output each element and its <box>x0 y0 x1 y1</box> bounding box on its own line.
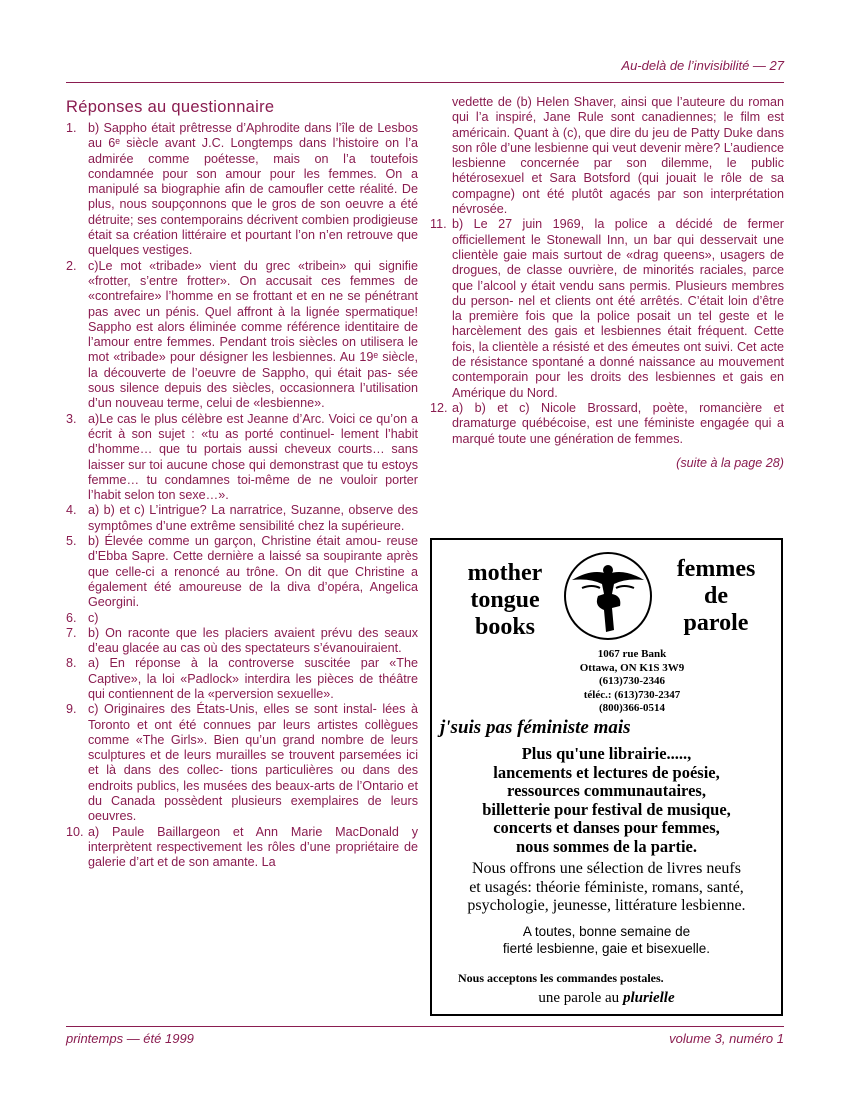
answer-item <box>66 121 418 259</box>
answer-text: a) b) et c) Nicole Brossard, poète, romancière et dramaturge québécoise, est une féministe engagée qui a marqué toute une génération de femmes. <box>452 400 784 446</box>
answer-number: 9. <box>66 702 77 717</box>
answer-number: 7. <box>66 625 77 640</box>
answer-item <box>66 412 418 504</box>
ad-plus-line: Plus qu'une librairie....., <box>521 744 692 763</box>
ad-offer <box>432 860 781 916</box>
ad-mail-orders: Nous acceptons les commandes postales. <box>458 971 664 985</box>
answer-number: 2. <box>66 258 77 273</box>
store-name-mother-tongue-books <box>446 560 564 641</box>
answer-number: 3. <box>66 411 77 426</box>
ad-right-line: femmes <box>676 556 756 582</box>
answer-text: b) Le 27 juin 1969, la police a décidé de fermer officiellement le Stonewall Inn, un bar qui desservait une clientèle gaie mais surtout de «drag queens», usagers de drogues, de classe ouvrière, de minorités raciales, parce que l’alcool y était vendu sans permis. Plusieurs membres du person- nel et clients ont été arrêtés. C’était loin d’être la première fois que la police posait un tel geste et le harcèlement des gais et lesbiennes était fréquent. Cette fois, la clientèle a résisté et des émeutes ont suivi. Cet acte de résistance spontané a donné naissance au mouvement contemporain pour les droits des lesbiennes et gais en Amérique du Nord. <box>452 217 784 400</box>
answer-text: b) Sappho était prêtresse d’Aphrodite dans l’île de Lesbos au 6ᵉ siècle avant J.C. Longtemps dans l’histoire on l’a admirée comme poétesse, mais on l’a toutefois condamnée pour son amour pour les femmes. On a manipulé sa biographie afin de camoufler cette réalité. De plus, nous soupçonnons que le gros de son oeuvre a été détruite; ses contemporains décrivent combien prodigieuse était sa création littéraire et pourtant l’on n’en retrouve que quelques vestiges. <box>88 121 418 258</box>
answers-list-right <box>430 217 784 446</box>
answer-item <box>66 626 418 657</box>
footer-issue: volume 3, numéro 1 <box>669 1031 784 1046</box>
answer-number: 11. <box>430 217 447 232</box>
answer-item <box>66 702 418 824</box>
answer-number: 5. <box>66 534 77 549</box>
ad-addr-line: Ottawa, ON K1S 3W9 <box>579 661 685 674</box>
ad-atoutes-line: fierté lesbienne, gaie et bisexuelle. <box>502 941 711 956</box>
ad-offer-line: psychologie, jeunesse, littérature lesbienne. <box>467 897 746 914</box>
answer-text: b) Élevée comme un garçon, Christine était amou- reuse d’Ebba Sapre. Cette dernière a laissé sa soupirante après que celle-ci a renoncé au trône. On dit que Christine a également été amoureuse de la diva d’opéra, Angelica Georgini. <box>88 534 418 610</box>
ad-left-line: books <box>474 614 536 640</box>
ad-offer-line: et usagés: théorie féministe, romans, santé, <box>469 878 744 896</box>
ad-right-line: parole <box>683 610 749 636</box>
answer-item <box>66 534 418 610</box>
ad-offer-line: Nous offrons une sélection de livres neufs <box>472 860 741 877</box>
tagline-italic: plurielle <box>622 990 675 1006</box>
ad-addr-line: 1067 rue Bank <box>597 648 667 660</box>
ad-plus-line: nous sommes de la partie. <box>515 836 698 856</box>
answer-number: 12. <box>430 400 448 415</box>
answer-text: a) En réponse à la controverse suscitée par «The Captive», la loi «Padlock» interdira les pièces de théâtre qui contiennent de la «perversion sexuelle». <box>88 656 418 701</box>
ad-services <box>432 745 781 856</box>
answer-item <box>430 217 784 401</box>
answer-text: a)Le cas le plus célèbre est Jeanne d’Arc. Voici ce qu’on a écrit à son sujet : «tu as porté continuel- lement l’habit d’homme… que tu portais aussi cheveux courts… sans laisser sur toi aucune chose qui demonstrast que tu estoys femme… tu condamnes toi-même de ne vouloir porter l’habit selon ton sexe…». <box>88 411 418 503</box>
answer-item <box>66 825 418 871</box>
answer-item <box>430 401 784 447</box>
store-name-femmes-de-parole <box>661 556 771 637</box>
answer-number: 8. <box>66 656 77 671</box>
tagline-prefix: une parole au <box>538 990 623 1006</box>
answer-item <box>66 503 418 534</box>
continued-note: (suite à la page 28) <box>676 455 784 470</box>
ad-plus-line: billetterie pour festival de musique, <box>482 799 731 819</box>
answer-text: b) On raconte que les placiers avaient prévu des seaux d’eau glacée au cas où des spectateurs s’évanouiraient. <box>88 625 418 656</box>
ad-slogan: j'suis pas féministe mais <box>440 717 631 738</box>
ad-plus-line: concerts et danses pour femmes, <box>493 818 720 837</box>
answer-text: c) Originaires des États-Unis, elles se sont instal- lées à Toronto et ont été connues par leurs artistes collègues comme «The Girls». Bien qu’un grand nombre de leurs sculptures et de leurs murailles se trouvent parsemées ici et là dans des collec- tions particulières ou dans des endroits publics, les musées des beaux-arts de l’Ontario et du Canada possèdent plusieurs exemplaires de leurs oeuvres. <box>88 702 418 824</box>
bookstore-ad <box>430 538 783 1016</box>
ad-plus-line: ressources communautaires, <box>507 781 706 800</box>
answer-number: 1. <box>66 121 77 135</box>
answer-number: 10. <box>66 824 84 839</box>
answer-item <box>66 656 418 702</box>
ad-addr-line: téléc.: (613)730-2347 <box>583 688 681 701</box>
answer-item <box>66 259 418 412</box>
answer-number: 4. <box>66 503 77 518</box>
answer-text: c) <box>88 610 99 625</box>
footer-rule <box>66 1026 784 1027</box>
ad-atoutes-line: A toutes, bonne semaine de <box>522 924 691 939</box>
goddess-logo-icon <box>562 550 654 642</box>
section-heading: Réponses au questionnaire <box>66 98 275 116</box>
ad-tagline <box>432 990 781 1007</box>
store-address <box>572 648 692 716</box>
ad-right-line: de <box>704 583 728 609</box>
answer-text: a) Paule Baillargeon et Ann Marie MacDonald y interprètent respectivement les rôles d’une propriétaire de galerie d’art et de son amante. La <box>88 824 418 870</box>
answer-text: a) b) et c) L’intrigue? La narratrice, Suzanne, observe des symptômes d’une extrême sensibilité chez la supérieure. <box>88 503 418 533</box>
running-header: Au-delà de l’invisibilité — 27 <box>621 58 784 73</box>
ad-pride-greeting <box>432 923 781 957</box>
answer-10-continued: vedette de (b) Helen Shaver, ainsi que l’auteure du roman qui l’a inspiré, Jane Rule sont canadiennes; le film est américain. Quant à (c), que dire du jeu de Patty Duke dans son rôle d’une lesbienne qui veut devenir mère? L’audience lesbienne concernée par son dilemme, le public hétérosexuel et Sara Botsford (qui jouait le rôle de sa compagne) ont été plutôt agacés par son interprétation névrosée. <box>452 95 784 217</box>
answer-item <box>66 611 418 626</box>
ad-left-line: mother <box>467 560 543 586</box>
answers-list-left <box>66 121 418 871</box>
footer-season: printemps — été 1999 <box>66 1031 194 1046</box>
ad-addr-line: (613)730-2346 <box>599 675 665 687</box>
right-column <box>430 95 784 471</box>
answer-number: 6. <box>66 610 77 625</box>
ad-addr-line: (800)366-0514 <box>599 702 665 714</box>
answer-text: c)Le mot «tribade» vient du grec «tribein» qui signifie «frotter, s’entre frotter». On accusait ces femmes de «contrefaire» l’homme en se frottant et en ne se pénétrant pas avec un pénis. Quel affront à la lignée spermatique! Sappho est alors éliminée comme référence identitaire de l’amour entre femmes. Pendant trois siècles on utilisera le mot «tribade» pour désigner les lesbiennes. Au 19ᵉ siècle, la découverte de l’oeuvre de Sappho, qui était pas- sée sous silence depuis des siècles, occasionnera l’utilisation d’un nouveau terme, celui de «lesbienne». <box>88 258 418 411</box>
ad-left-line: tongue <box>470 587 540 613</box>
header-rule <box>66 82 784 83</box>
left-column <box>66 97 418 871</box>
ad-plus-line: lancements et lectures de poésie, <box>493 762 720 782</box>
